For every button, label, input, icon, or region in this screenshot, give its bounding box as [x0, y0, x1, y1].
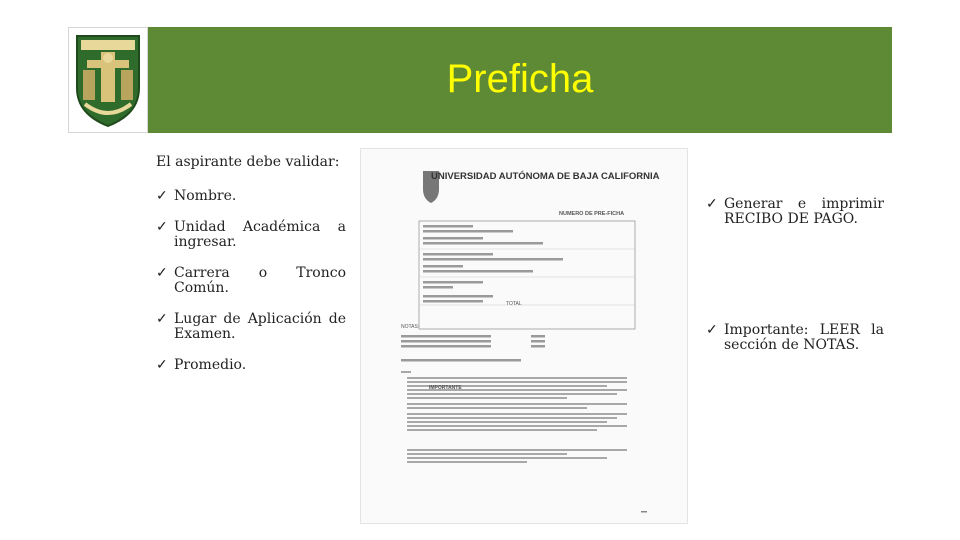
- instruction-list: [706, 323, 884, 353]
- checkmark-icon: ✓: [706, 322, 718, 338]
- list-item: [706, 197, 884, 227]
- list-item: [156, 220, 346, 250]
- document-total-label: TOTAL: [506, 301, 522, 307]
- list-item: [156, 266, 346, 296]
- validation-list: [156, 189, 346, 373]
- validation-intro: El aspirante debe validar:: [156, 154, 340, 170]
- list-item-text: Importante: LEER la sección de NOTAS.: [724, 322, 884, 353]
- instruction-important: [706, 323, 884, 353]
- document-important-label: IMPORTANTE: [429, 385, 462, 391]
- instruction-list: [706, 197, 884, 227]
- checkmark-icon: ✓: [156, 188, 168, 204]
- list-item-text: Nombre.: [174, 188, 237, 204]
- list-item-text: Unidad Académica a ingresar.: [174, 219, 346, 250]
- checkmark-icon: ✓: [156, 265, 168, 281]
- list-item-text: Lugar de Aplicación de Examen.: [174, 311, 346, 342]
- document-title: UNIVERSIDAD AUTÓNOMA DE BAJA CALIFORNIA: [431, 171, 660, 182]
- list-item: [156, 189, 346, 204]
- document-number-label: NUMERO DE PRE-FICHA: [559, 211, 625, 217]
- checkmark-icon: ✓: [156, 357, 168, 373]
- list-item: [706, 323, 884, 353]
- university-logo: [68, 27, 148, 133]
- page-title: Preficha: [446, 57, 594, 101]
- list-item: [156, 358, 346, 373]
- checkmark-icon: ✓: [156, 219, 168, 235]
- list-item-text: Generar e imprimir RECIBO DE PAGO.: [724, 196, 884, 227]
- checkmark-icon: ✓: [706, 196, 718, 212]
- header-banner: [68, 27, 892, 133]
- preficha-document-image: [360, 148, 688, 524]
- document-notes-label: NOTAS:: [401, 324, 420, 330]
- list-item: [156, 312, 346, 342]
- checkmark-icon: ✓: [156, 311, 168, 327]
- list-item-text: Promedio.: [174, 357, 247, 373]
- shield-icon: [71, 30, 145, 130]
- validation-panel: [156, 154, 346, 389]
- instruction-generate: [706, 197, 884, 227]
- document-scan: [361, 149, 687, 523]
- list-item-text: Carrera o Tronco Común.: [174, 265, 346, 296]
